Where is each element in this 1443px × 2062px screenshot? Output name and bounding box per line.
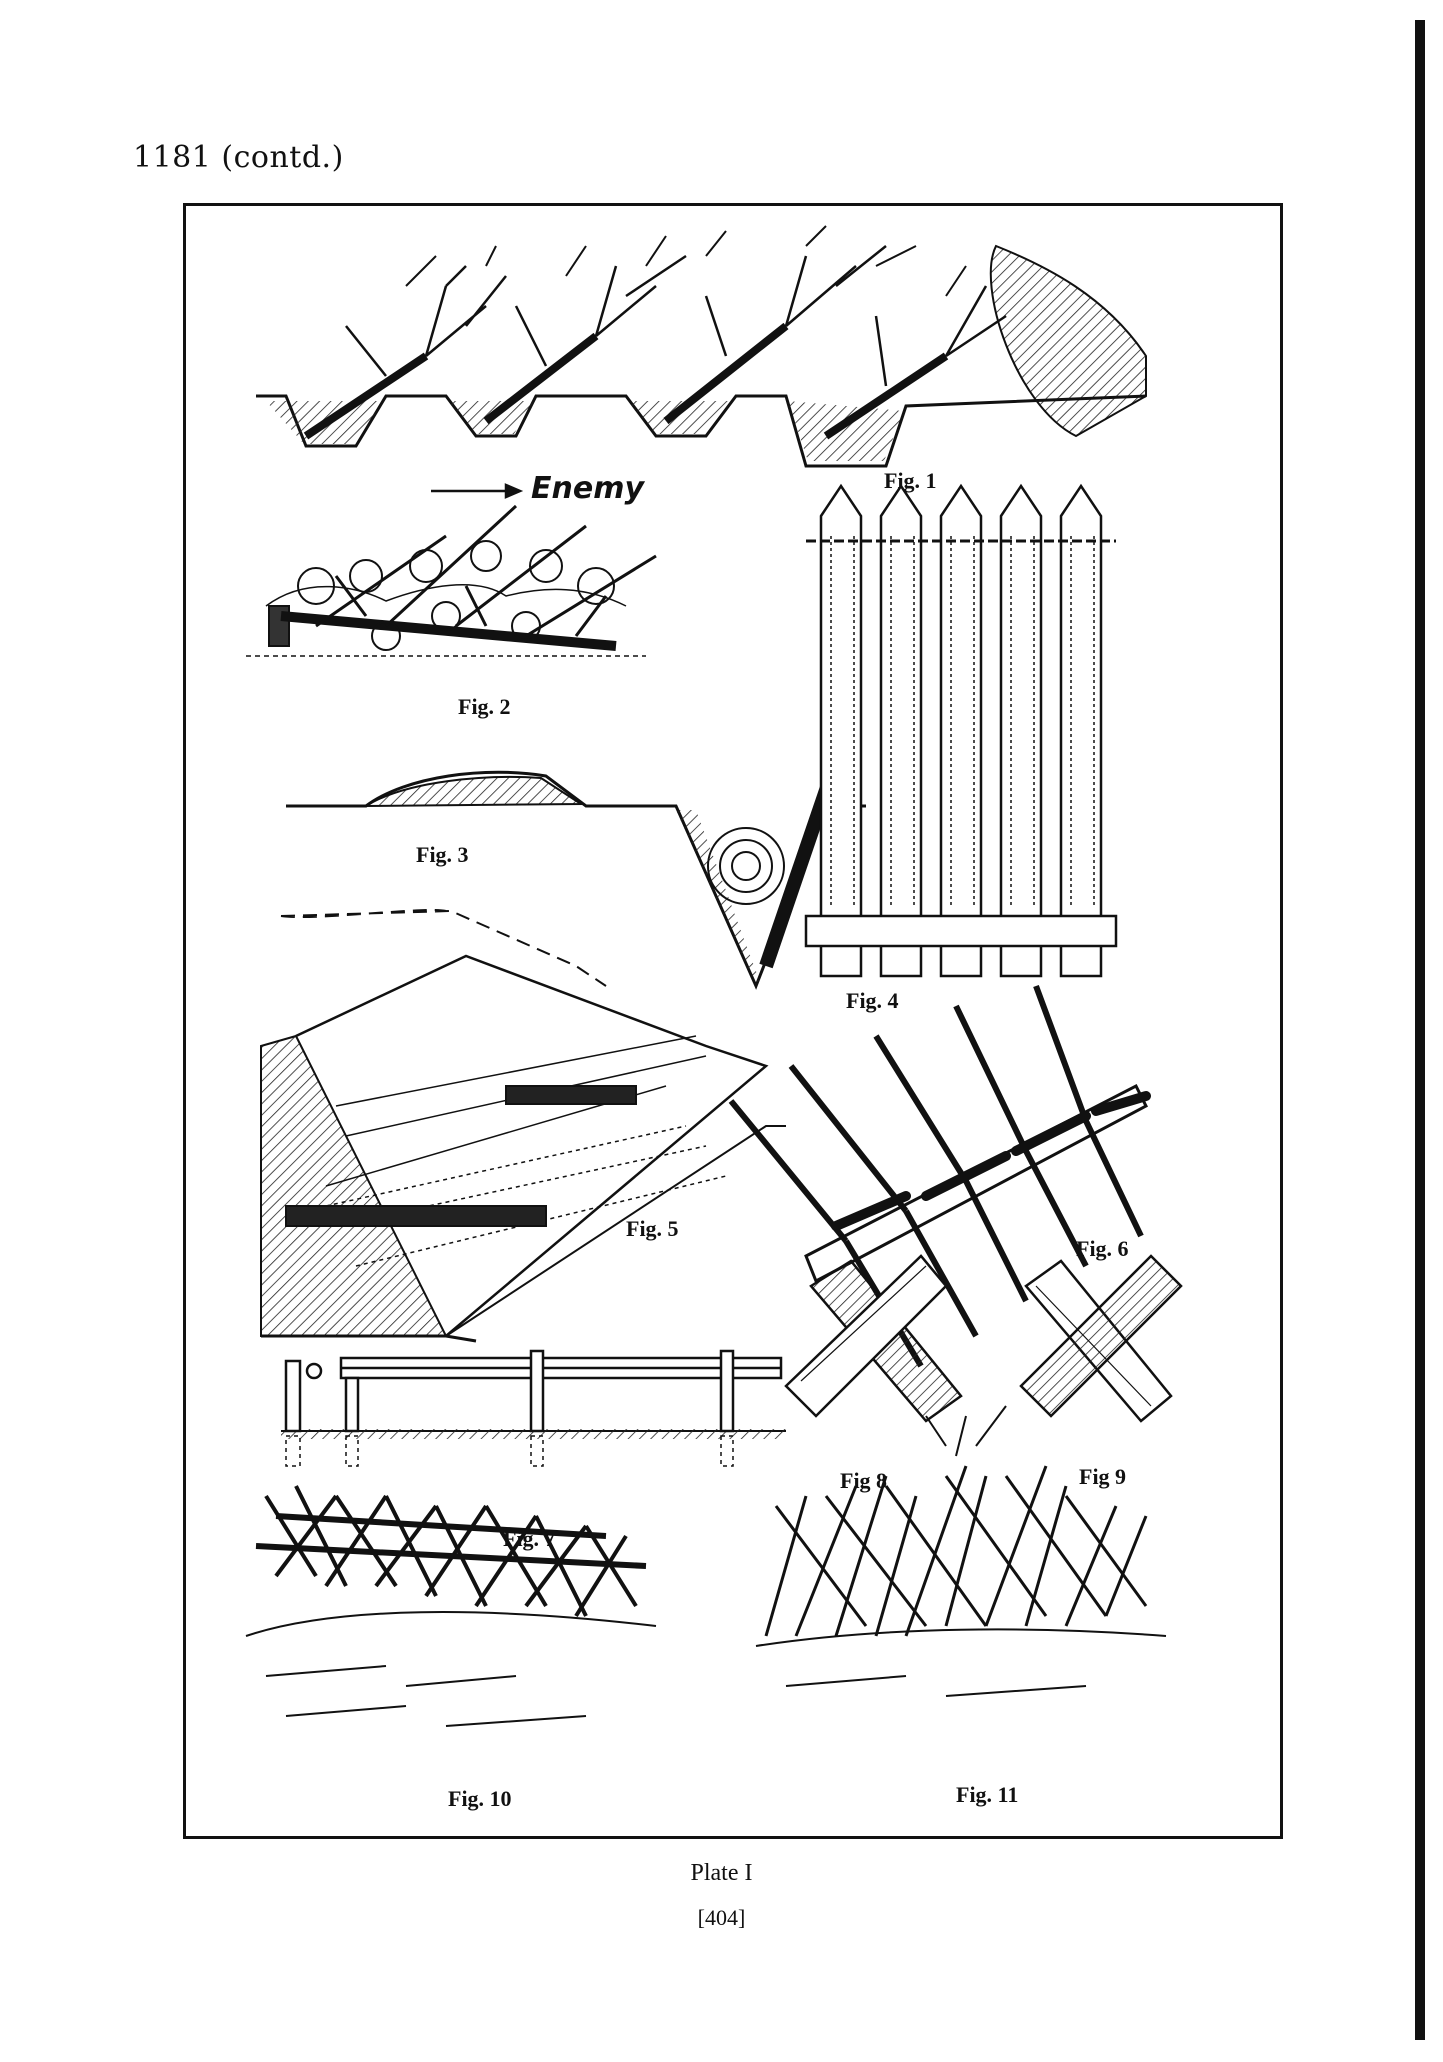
page-header: 1181 (contd.)	[133, 140, 344, 175]
fig7-caption: Fig. 7	[503, 1526, 556, 1551]
fig1-caption: Fig. 1	[884, 468, 937, 493]
fig7-drawing	[281, 1351, 786, 1466]
plate-frame	[183, 203, 1283, 1839]
fig11-caption: Fig. 11	[956, 1782, 1019, 1807]
scan-edge-bar	[1415, 20, 1425, 2040]
page-number: [404]	[697, 1905, 746, 1930]
fig2-drawing	[246, 506, 656, 656]
fig4-caption: Fig. 4	[846, 988, 899, 1013]
fig5-drawing	[261, 910, 786, 1341]
plate-illustrations	[186, 206, 1286, 1842]
fig10-drawing	[246, 1486, 656, 1726]
fig8-drawing	[786, 1256, 961, 1421]
plate-label: Plate I	[690, 1860, 753, 1886]
enemy-arrow	[431, 485, 520, 497]
fig2-caption: Fig. 2	[458, 694, 511, 719]
fig5-caption: Fig. 5	[626, 1216, 679, 1241]
enemy-label: Enemy	[531, 471, 645, 506]
fig4-drawing	[806, 486, 1116, 976]
fig1-drawing	[256, 226, 1146, 466]
fig9-drawing	[1021, 1256, 1181, 1421]
fig9-caption: Fig 9	[1079, 1464, 1127, 1489]
fig10-caption: Fig. 10	[448, 1786, 512, 1811]
fig11-drawing	[756, 1406, 1166, 1696]
fig6-caption: Fig. 6	[1076, 1236, 1129, 1261]
fig3-caption: Fig. 3	[416, 842, 469, 867]
fig8-caption: Fig 8	[840, 1468, 888, 1493]
fig3-drawing	[286, 761, 866, 986]
